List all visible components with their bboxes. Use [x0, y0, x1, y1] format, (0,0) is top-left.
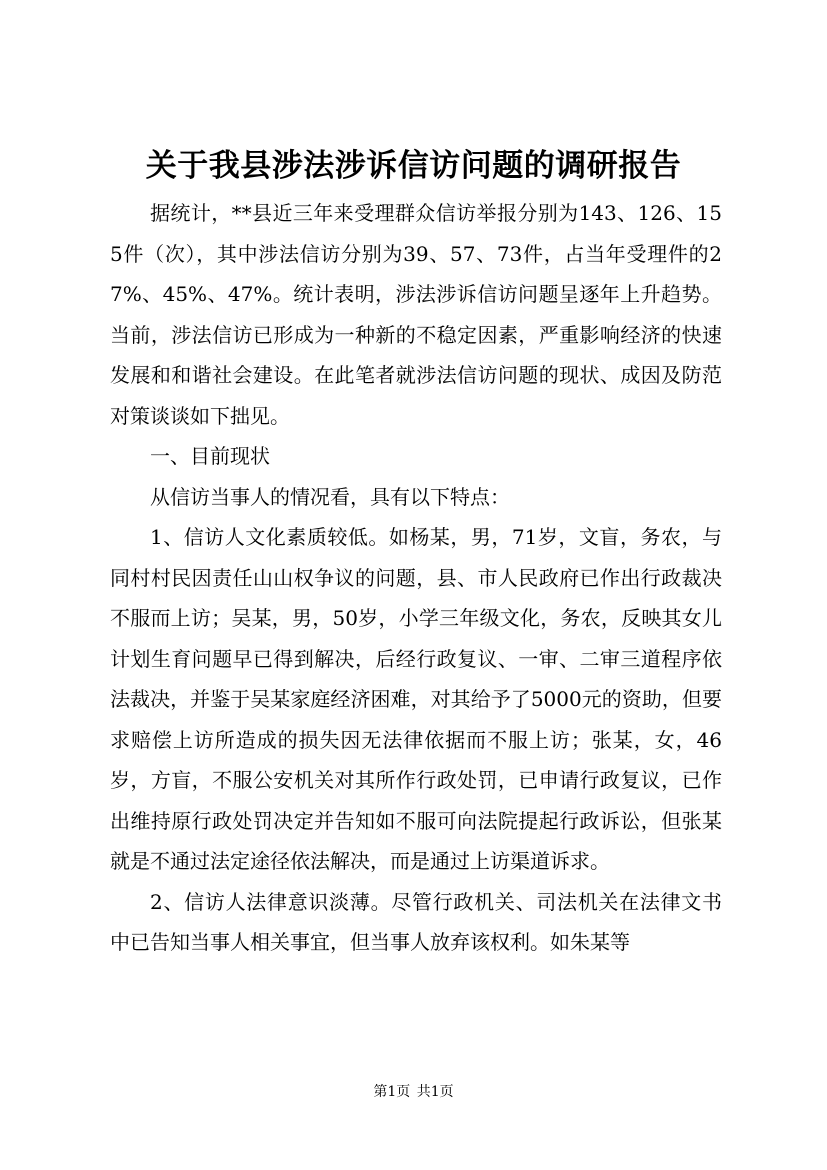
section-heading-current-status: 一、目前现状 — [150, 444, 270, 468]
paragraph-characteristics-intro: 从信访当事人的情况看，具有以下特点： — [150, 484, 510, 509]
page-total: 共1页 — [416, 1084, 454, 1100]
paragraph-point-1: 1、信访人文化素质较低。如杨某，男，71岁，文盲，务农，与同村村民因责任山山权争议的问题，县、市人民政府已作出行政裁决不服而上访；吴某，男，50岁，小学三年级文化，务农，反映其女儿计划生育问题早已得到解决，后经行政复议、一审、二审三道程序依法裁决，并鉴于吴某家庭经济困难，对其给予了5000元的资助，但要求赔偿上访所造成的损失因无法律依据而不服上访；张某，女，46岁，方盲，不服公安机关对其所作行政处罚，已申请行政复议，已作出维持原行政处罚决定并告知如不服可向法院提起行政诉讼，但张某就是不通过法定途径依法解决，而是通过上访渠道诉求。 — [110, 525, 722, 873]
page-footer — [0, 1082, 827, 1102]
page-number: 第1页 — [373, 1084, 411, 1100]
document-title: 关于我县涉法涉诉信访问题的调研报告 — [145, 148, 682, 184]
paragraph-intro: 据统计，**县近三年来受理群众信访举报分别为143、126、155件（次），其中涉法信访分别为39、57、73件，占当年受理件的27%、45%、47%。统计表明，涉法涉诉信访问题呈逐年上升趋势。当前，涉法信访已形成为一种新的不稳定因素，严重影响经济的快速发展和和谐社会建设。在此笔者就涉法信访问题的现状、成因及防范对策谈谈如下拙见。 — [110, 201, 722, 428]
document-body — [110, 193, 722, 963]
paragraph-point-2: 2、信访人法律意识淡薄。尽管行政机关、司法机关在法律文书中已告知当事人相关事宜，但当事人放弃该权利。如朱某等 — [110, 889, 722, 954]
